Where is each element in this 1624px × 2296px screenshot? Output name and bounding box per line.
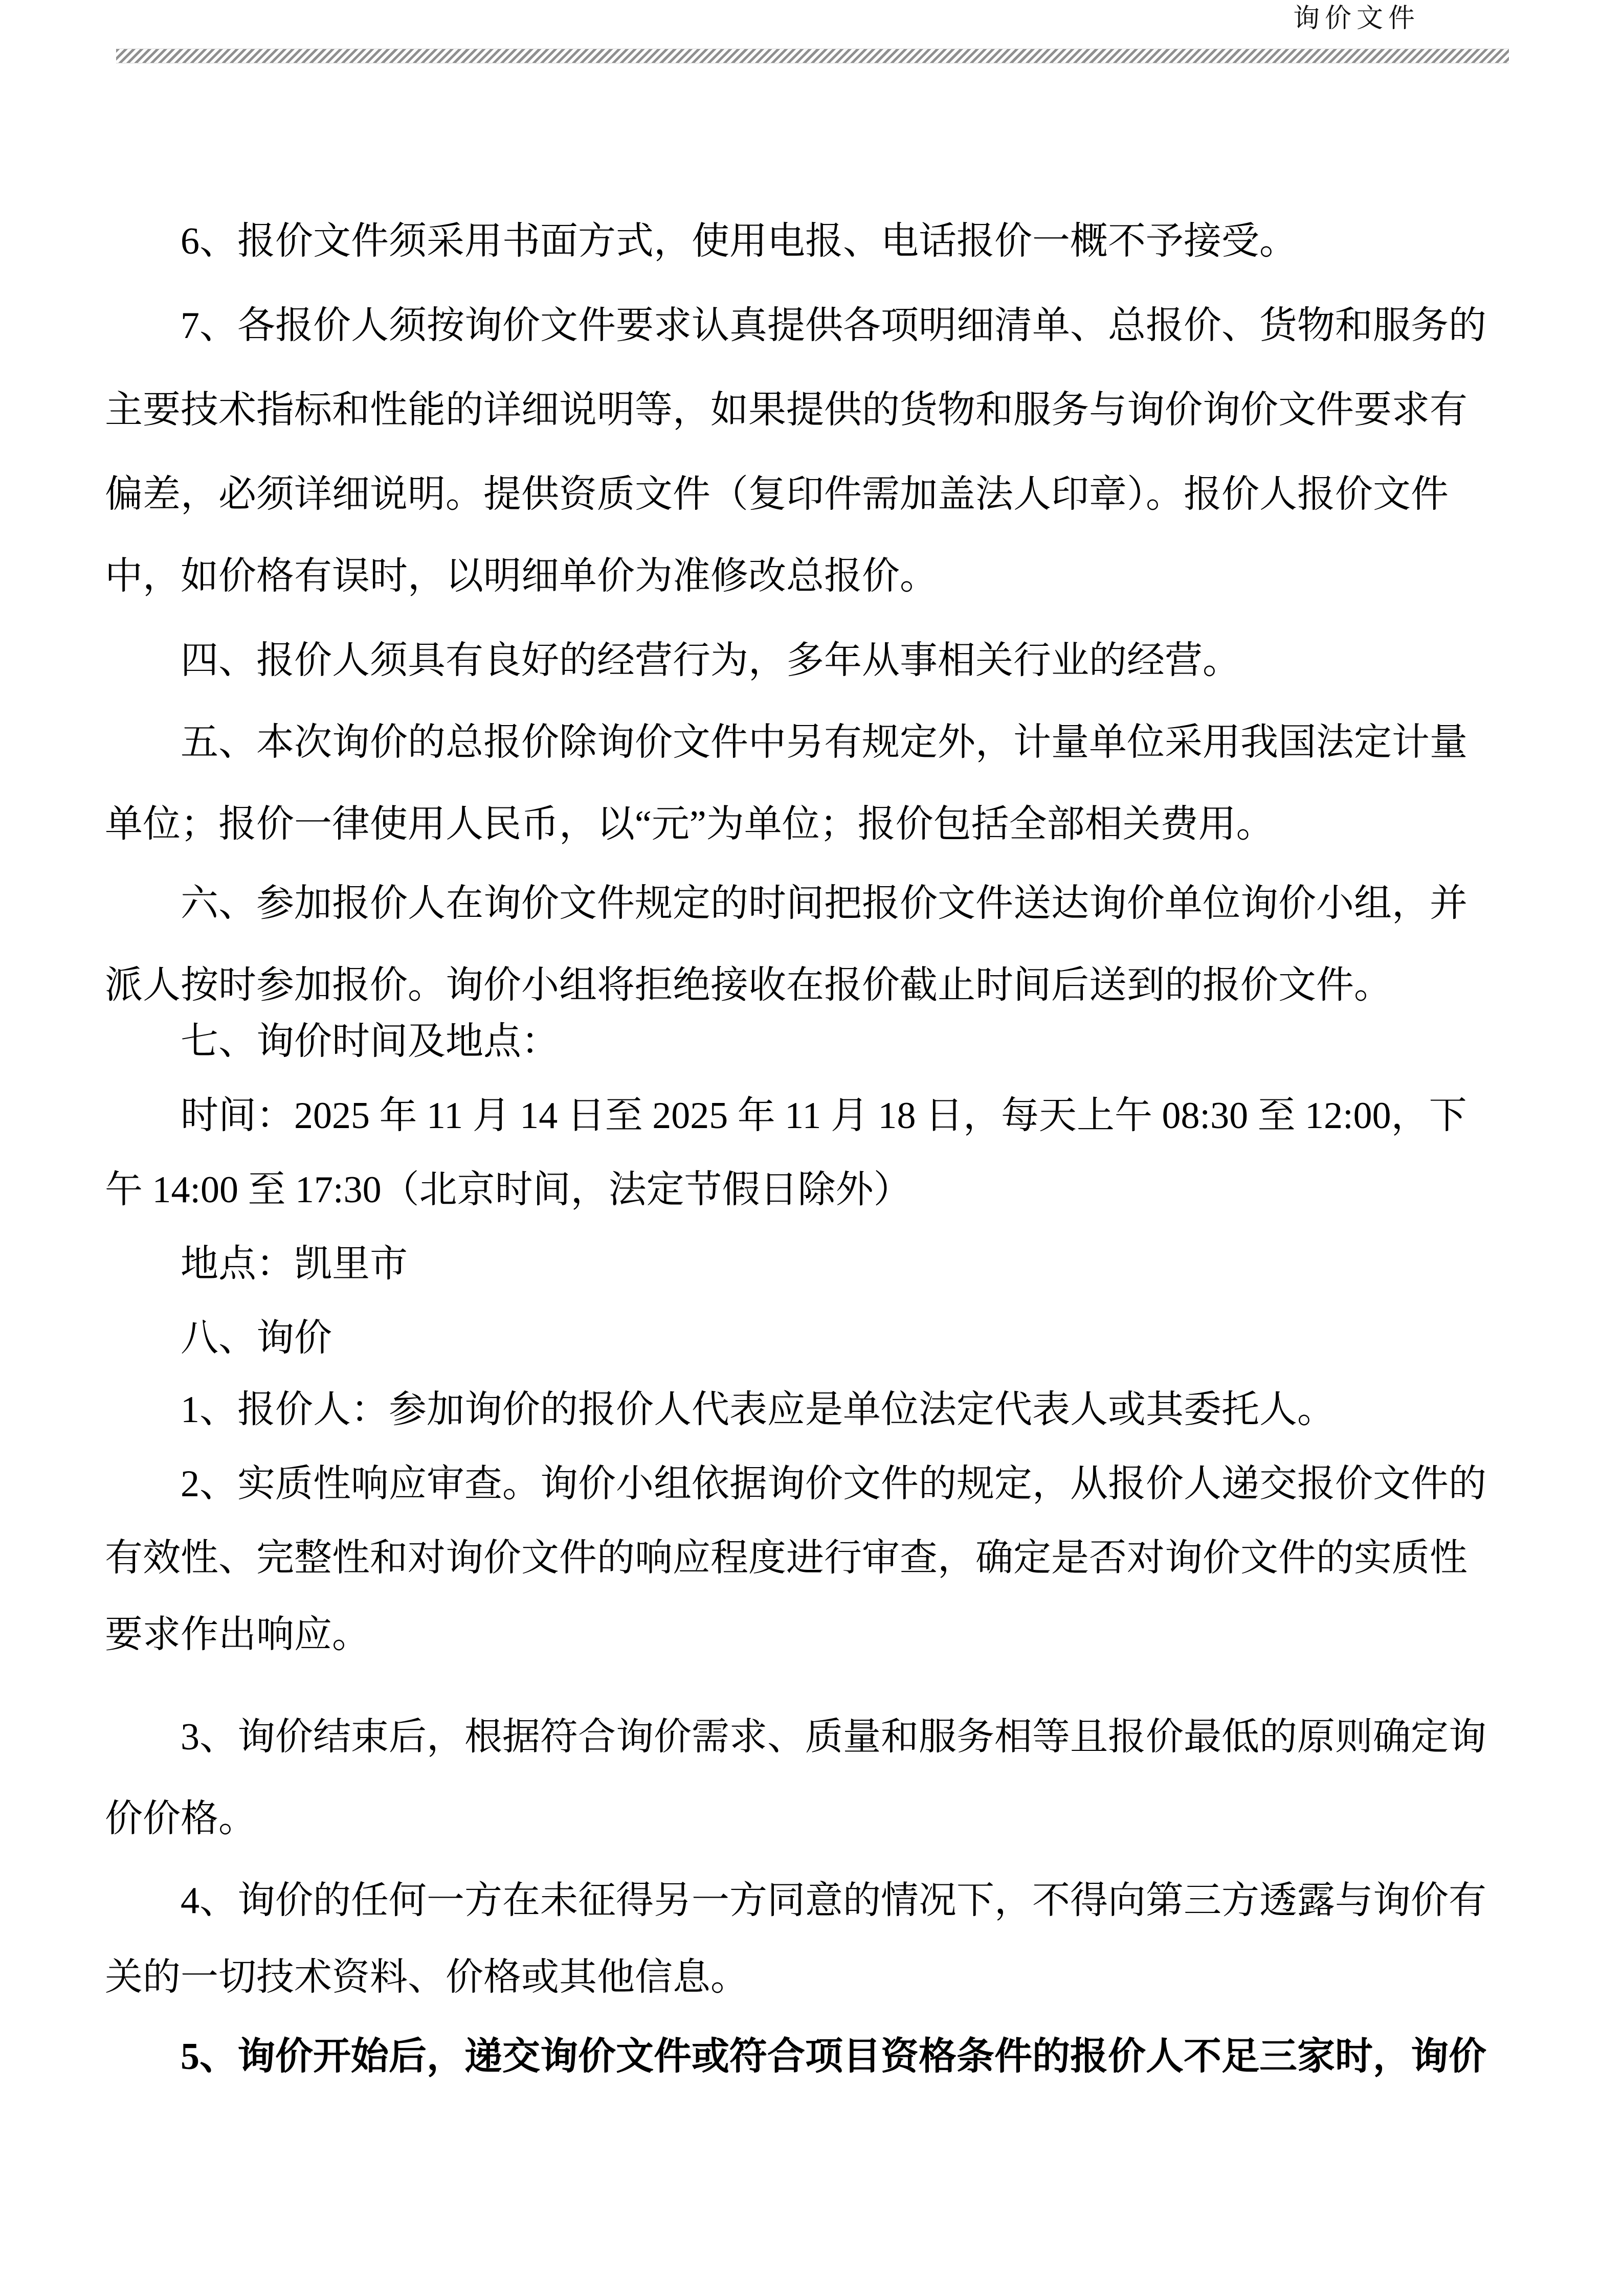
text-line: 1、报价人：参加询价的报价人代表应是单位法定代表人或其委托人。 (181, 1389, 1335, 1431)
text-line: 6、报价文件须采用书面方式，使用电报、电话报价一概不予接受。 (181, 220, 1297, 262)
text-line: 7、各报价人须按询价文件要求认真提供各项明细清单、总报价、货物和服务的 (181, 305, 1486, 347)
text-line: 2、实质性响应审查。询价小组依据询价文件的规定，从报价人递交报价文件的 (181, 1463, 1486, 1505)
text-line: 5、询价开始后，递交询价文件或符合项目资格条件的报价人不足三家时，询价 (181, 2036, 1486, 2078)
text-line: 时间：2025 年 11 月 14 日至 2025 年 11 月 18 日，每天上午 08:30 至 12:00，下 (181, 1095, 1467, 1137)
text-line: 3、询价结束后，根据符合询价需求、质量和服务相等且报价最低的原则确定询 (181, 1716, 1486, 1758)
text-line: 地点：凯里市 (181, 1243, 408, 1285)
page-header-title: 询价文件 (1293, 4, 1420, 33)
text-line: 要求作出响应。 (105, 1614, 370, 1656)
text-line: 午 14:00 至 17:30（北京时间，法定节假日除外） (105, 1169, 911, 1211)
text-line: 七、询价时间及地点： (181, 1021, 559, 1063)
text-line: 主要技术指标和性能的详细说明等，如果提供的货物和服务与询价询价文件要求有 (105, 389, 1467, 431)
text-line: 价价格。 (105, 1798, 256, 1840)
text-line: 派人按时参加报价。询价小组将拒绝接收在报价截止时间后送到的报价文件。 (105, 964, 1392, 1006)
text-line: 偏差，必须详细说明。提供资质文件（复印件需加盖法人印章）。报价人报价文件 (105, 474, 1449, 515)
text-line: 关的一切技术资料、价格或其他信息。 (105, 1956, 748, 1998)
text-line: 4、询价的任何一方在未征得另一方同意的情况下，不得向第三方透露与询价有 (181, 1880, 1486, 1922)
text-line: 八、询价 (181, 1317, 332, 1359)
text-line: 四、报价人须具有良好的经营行为，多年从事相关行业的经营。 (181, 640, 1240, 682)
text-line: 中，如价格有误时，以明细单价为准修改总报价。 (105, 555, 938, 597)
text-line: 有效性、完整性和对询价文件的响应程度进行审查，确定是否对询价文件的实质性 (105, 1537, 1467, 1579)
text-line: 单位；报价一律使用人民币，以“元”为单位；报价包括全部相关费用。 (105, 803, 1274, 845)
text-line: 五、本次询价的总报价除询价文件中另有规定外，计量单位采用我国法定计量 (181, 722, 1467, 763)
text-line: 六、参加报价人在询价文件规定的时间把报价文件送达询价单位询价小组，并 (181, 883, 1467, 925)
